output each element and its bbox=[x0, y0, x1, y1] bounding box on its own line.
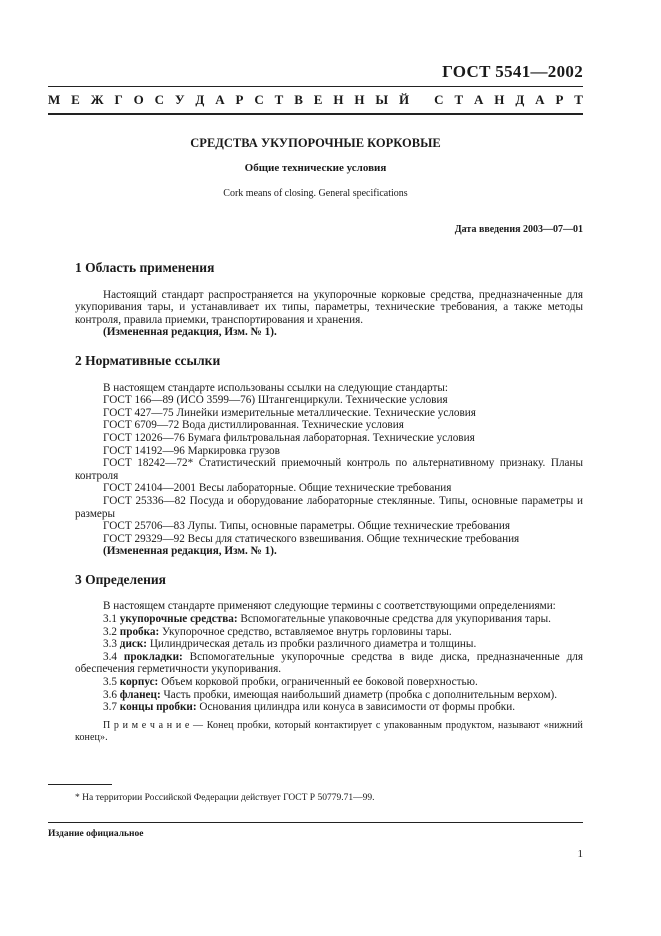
term: пробка: bbox=[119, 625, 160, 638]
definition-item: 3.7 концы пробки: Основания цилиндра или конуса в зависимости от формы пробки. bbox=[103, 701, 516, 714]
heading-letter: Р bbox=[235, 92, 244, 107]
reference-item: ГОСТ 14192—96 Маркировка грузов bbox=[103, 444, 280, 457]
reference-item: ГОСТ 18242—72* Статистический приемочный контроль по альтернативному признаку. Планы контроля bbox=[75, 457, 583, 482]
heading-letter: Д bbox=[195, 92, 205, 107]
definition-item: 3.3 диск: Цилиндрическая деталь из пробки различного диаметра и толщины. bbox=[103, 638, 477, 651]
edition-label: Издание официальное bbox=[48, 829, 144, 839]
footnote: * На территории Российской Федерации действует ГОСТ Р 50779.71—99. bbox=[75, 793, 375, 803]
interstate-standard-heading bbox=[48, 92, 583, 108]
header-rule-thick bbox=[48, 113, 583, 115]
term: фланец: bbox=[119, 688, 161, 701]
english-title: Cork means of closing. General specifications bbox=[223, 188, 408, 199]
heading-letter: Г bbox=[114, 92, 123, 107]
footnote-rule bbox=[48, 784, 112, 785]
note: П р и м е ч а н и е — Конец пробки, который контактирует с упакованным продуктом, называют «нижний конец». bbox=[75, 719, 583, 744]
document-title: СРЕДСТВА УКУПОРОЧНЫЕ КОРКОВЫЕ bbox=[190, 136, 441, 150]
heading-letter: Т bbox=[454, 92, 464, 107]
heading-letter: Н bbox=[354, 92, 365, 107]
heading-letter: Й bbox=[399, 92, 410, 107]
introduction-date: Дата введения 2003—07—01 bbox=[454, 224, 583, 235]
heading-letter: А bbox=[535, 92, 545, 107]
heading-letter bbox=[420, 92, 423, 108]
term: концы пробки: bbox=[119, 701, 197, 714]
page-number: 1 bbox=[577, 848, 583, 860]
definition-item: 3.2 пробка: Укупорочное средство, вставляемое внутрь горловины тары. bbox=[103, 625, 452, 638]
term: корпус: bbox=[119, 676, 159, 689]
heading-letter: О bbox=[133, 92, 144, 107]
term: прокладки: bbox=[123, 650, 183, 663]
heading-letter: А bbox=[474, 92, 484, 107]
reference-item: ГОСТ 25336—82 Посуда и оборудование лабораторные стеклянные. Типы, основные параметры и размеры bbox=[75, 494, 583, 520]
definition-item: 3.6 фланец: Часть пробки, имеющая наибольший диаметр (пробка с дополнительным верхом). bbox=[103, 688, 558, 701]
term: укупорочные средства: bbox=[119, 613, 238, 626]
amendment-note: (Измененная редакция, Изм. № 1). bbox=[103, 326, 277, 339]
heading-letter: Н bbox=[494, 92, 505, 107]
reference-item: ГОСТ 427—75 Линейки измерительные металлические. Технические условия bbox=[103, 406, 476, 419]
heading-letter: С bbox=[254, 92, 264, 107]
section-heading: 3 Определения bbox=[75, 571, 166, 587]
heading-letter: Р bbox=[555, 92, 564, 107]
definition-item: 3.5 корпус: Объем корковой пробки, ограниченный ее боковой поверхностью. bbox=[103, 676, 478, 689]
heading-letter: Ж bbox=[90, 92, 104, 107]
standard-code: ГОСТ 5541—2002 bbox=[442, 62, 583, 81]
document-subtitle: Общие технические условия bbox=[244, 162, 387, 174]
heading-letter: А bbox=[215, 92, 225, 107]
definition-item: 3.1 укупорочные средства: Вспомогательные упаковочные средства для укупоривания тары. bbox=[103, 613, 551, 626]
heading-letter: Т bbox=[274, 92, 284, 107]
header-rule bbox=[48, 86, 583, 87]
heading-letter: Д bbox=[515, 92, 525, 107]
paragraph: В настоящем стандарте использованы ссылки на следующие стандарты: bbox=[103, 381, 448, 394]
heading-letter: Ы bbox=[375, 92, 389, 107]
heading-letter: В bbox=[294, 92, 303, 107]
definition-item: 3.4 прокладки: Вспомогательные укупорочные средства в виде диска, предназначенные для обеспечения герметичности укупоривания. bbox=[75, 650, 584, 676]
reference-item: ГОСТ 24104—2001 Весы лабораторные. Общие технические требования bbox=[103, 482, 452, 495]
heading-letter: С bbox=[154, 92, 165, 107]
heading-letter: Е bbox=[71, 92, 80, 107]
reference-item: ГОСТ 25706—83 Лупы. Типы, основные параметры. Общие технические требования bbox=[103, 520, 511, 533]
heading-letter: Т bbox=[574, 92, 583, 107]
heading-letter: М bbox=[48, 92, 61, 107]
paragraph: В настоящем стандарте применяют следующие термины с соответствующими определениями: bbox=[103, 600, 556, 613]
reference-item: ГОСТ 166—89 (ИСО 3599—76) Штангенциркули. Технические условия bbox=[103, 394, 448, 407]
bottom-rule bbox=[48, 822, 583, 823]
amendment-note: (Измененная редакция, Изм. № 1). bbox=[103, 545, 277, 558]
reference-item: ГОСТ 29329—92 Весы для статического взвешивания. Общие технические требования bbox=[103, 532, 520, 545]
term: диск: bbox=[119, 638, 148, 651]
heading-letter: Н bbox=[333, 92, 344, 107]
reference-item: ГОСТ 6709—72 Вода дистиллированная. Технические условия bbox=[103, 419, 404, 432]
document-body bbox=[75, 262, 583, 745]
section-heading: 2 Нормативные ссылки bbox=[75, 352, 221, 368]
section-heading: 1 Область применения bbox=[75, 260, 215, 275]
heading-letter: С bbox=[434, 92, 444, 107]
paragraph: Настоящий стандарт распространяется на укупорочные корковые средства, предназначенные для укупоривания тары, и устанавливает их типы, параметры, технические требования, а также методы контроля, правила приемки, транспортирования и хранения. bbox=[75, 288, 583, 326]
heading-letter: У bbox=[174, 92, 185, 107]
reference-item: ГОСТ 12026—76 Бумага фильтровальная лабораторная. Технические условия bbox=[103, 431, 475, 444]
heading-letter: Е bbox=[313, 92, 323, 107]
